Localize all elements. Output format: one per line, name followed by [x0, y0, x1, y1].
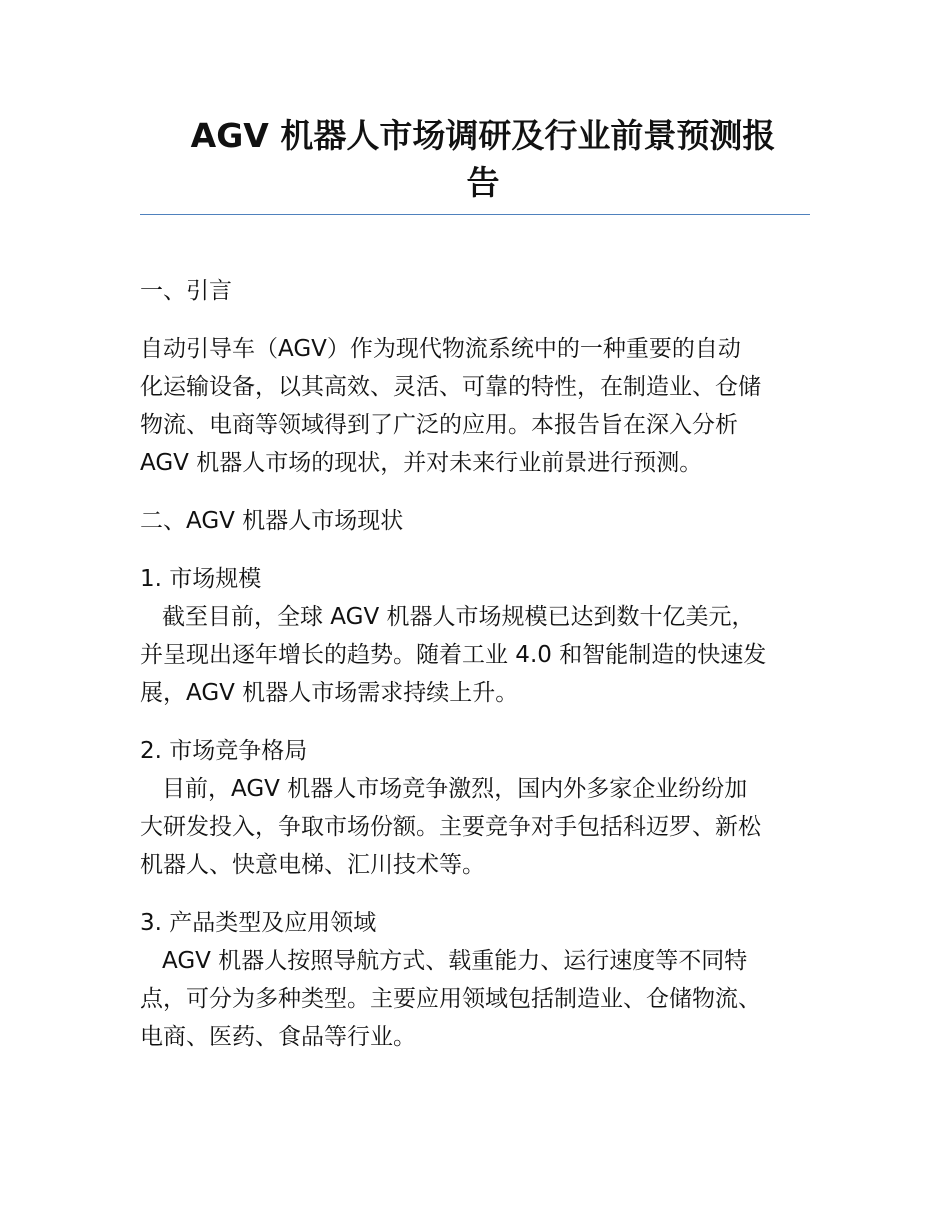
paragraph-line: 电商、医药、食品等行业。	[140, 1024, 416, 1050]
document-page	[140, 0, 810, 1230]
market-size-paragraph	[140, 598, 810, 712]
paragraph-line: 机器人、快意电梯、汇川技术等。	[140, 852, 485, 878]
title-line-1: AGV 机器人市场调研及行业前景预测报	[190, 116, 776, 155]
title-line-2: 告	[466, 163, 500, 202]
document-body	[140, 272, 810, 1056]
document-title	[140, 112, 810, 206]
paragraph-line: 并呈现出逐年增长的趋势。随着工业 4.0 和智能制造的快速发	[140, 642, 767, 668]
paragraph-line: 展，AGV 机器人市场需求持续上升。	[140, 680, 519, 706]
section-heading-status: 二、AGV 机器人市场现状	[140, 508, 404, 534]
paragraph-line: 物流、电商等领域得到了广泛的应用。本报告旨在深入分析	[140, 412, 738, 438]
paragraph-line: AGV 机器人市场的现状，并对未来行业前景进行预测。	[140, 450, 703, 476]
title-underline	[140, 214, 810, 215]
paragraph-line: 自动引导车（AGV）作为现代物流系统中的一种重要的自动	[140, 336, 741, 362]
paragraph-line: 目前，AGV 机器人市场竞争激烈，国内外多家企业纷纷加	[162, 776, 748, 802]
competition-paragraph	[140, 770, 810, 884]
product-types-paragraph	[140, 942, 810, 1056]
paragraph-line: 点，可分为多种类型。主要应用领域包括制造业、仓储物流、	[140, 986, 761, 1012]
paragraph-line: AGV 机器人按照导航方式、载重能力、运行速度等不同特	[162, 948, 748, 974]
intro-paragraph	[140, 330, 810, 482]
subsection-heading-market-size: 1. 市场规模	[140, 566, 262, 592]
paragraph-line: 截至目前，全球 AGV 机器人市场规模已达到数十亿美元，	[162, 604, 755, 630]
subsection-heading-competition: 2. 市场竞争格局	[140, 738, 308, 764]
paragraph-line: 大研发投入，争取市场份额。主要竞争对手包括科迈罗、新松	[140, 814, 761, 840]
subsection-heading-product-types: 3. 产品类型及应用领域	[140, 910, 377, 936]
section-heading-intro: 一、引言	[140, 278, 232, 304]
paragraph-line: 化运输设备，以其高效、灵活、可靠的特性，在制造业、仓储	[140, 374, 761, 400]
